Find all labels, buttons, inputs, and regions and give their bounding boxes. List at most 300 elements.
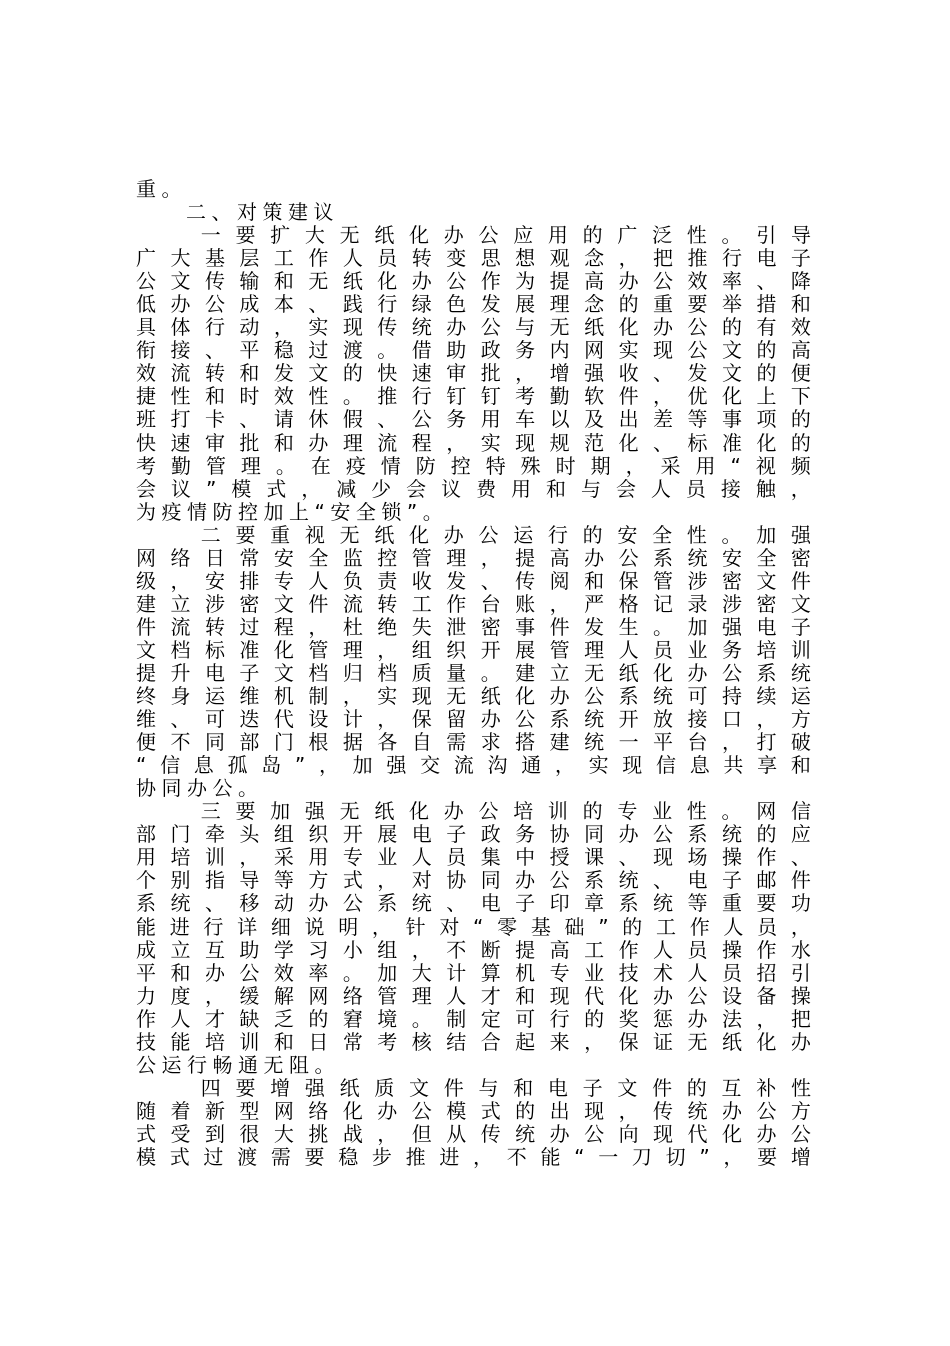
- text-char: 办: [653, 316, 674, 340]
- text-char: 功: [790, 892, 811, 916]
- text-char: 。: [422, 500, 443, 524]
- text-line: [136, 777, 811, 800]
- text-char: 化: [377, 270, 398, 294]
- text-char: 平: [239, 339, 260, 363]
- text-char: 化: [653, 661, 674, 685]
- text-char: 疫: [345, 454, 366, 478]
- text-char: 与: [478, 1076, 499, 1100]
- text-char: 代: [687, 1122, 708, 1146]
- text-char: 传: [515, 569, 536, 593]
- text-char: 、: [653, 869, 674, 893]
- text-char: 稳: [338, 1145, 359, 1169]
- text-char: 本: [273, 293, 294, 317]
- text-char: 全: [652, 523, 673, 547]
- text-char: 台: [687, 731, 708, 755]
- text-char: 念: [584, 293, 605, 317]
- text-char: 接: [720, 477, 741, 501]
- text-char: 与: [580, 477, 601, 501]
- text-char: 互: [721, 1076, 742, 1100]
- text-char: 子: [721, 869, 742, 893]
- text-char: 和: [790, 293, 811, 317]
- text-char: 人: [170, 1007, 191, 1031]
- text-char: 性: [308, 385, 329, 409]
- text-char: 结: [446, 1030, 467, 1054]
- text-char: 时: [239, 385, 260, 409]
- text-char: ，: [618, 1099, 639, 1123]
- paragraph-indent: [136, 224, 186, 247]
- text-char: 移: [239, 892, 260, 916]
- text-char: 举: [721, 293, 742, 317]
- text-char: 办: [377, 1099, 398, 1123]
- text-char: ，: [790, 915, 811, 939]
- text-char: 培: [756, 638, 777, 662]
- text-char: 作: [308, 247, 329, 271]
- text-char: 纸: [374, 523, 395, 547]
- text-char: ，: [618, 247, 639, 271]
- text-char: 用: [308, 846, 329, 870]
- text-char: 要: [235, 1076, 256, 1100]
- text-char: 策: [262, 201, 283, 225]
- text-char: 业: [687, 638, 708, 662]
- text-char: 人: [723, 915, 744, 939]
- text-char: 进: [169, 915, 190, 939]
- text-char: 组: [411, 638, 432, 662]
- text-char: 细: [270, 915, 291, 939]
- text-char: 高: [584, 270, 605, 294]
- text-char: 和: [273, 431, 294, 455]
- text-char: 立: [549, 661, 570, 685]
- text-char: 安: [204, 569, 225, 593]
- text-char: 负: [342, 569, 363, 593]
- text-char: 有: [756, 316, 777, 340]
- text-char: 式: [136, 1122, 156, 1146]
- text-char: 传: [377, 316, 398, 340]
- text-char: 电: [756, 247, 777, 271]
- text-char: 泛: [652, 224, 673, 248]
- text-char: 能: [540, 1145, 561, 1169]
- text-char: 性: [790, 1076, 811, 1100]
- text-char: 性: [686, 523, 707, 547]
- paragraph-indent: [136, 201, 186, 224]
- text-char: 。: [238, 777, 258, 801]
- text-char: 办: [446, 316, 467, 340]
- text-char: 部: [136, 823, 156, 847]
- text-char: 人: [650, 477, 671, 501]
- text-char: 培: [204, 1030, 225, 1054]
- text-char: 办: [308, 892, 329, 916]
- text-char: 化: [273, 638, 294, 662]
- text-char: 把: [790, 1007, 811, 1031]
- text-char: 车: [515, 408, 536, 432]
- text-char: 。: [377, 339, 398, 363]
- text-char: 大: [170, 247, 191, 271]
- text-char: 视: [304, 523, 325, 547]
- text-char: 技: [618, 961, 639, 985]
- text-char: 高: [549, 546, 570, 570]
- text-char: 、: [211, 201, 232, 225]
- text-char: 勤: [549, 385, 570, 409]
- text-char: 全: [355, 500, 376, 524]
- text-char: 证: [653, 1030, 674, 1054]
- text-char: ，: [239, 846, 260, 870]
- text-char: 提: [515, 546, 536, 570]
- text-char: 步: [371, 1145, 392, 1169]
- text-char: 现: [515, 431, 536, 455]
- text-char: 统: [618, 869, 639, 893]
- text-char: 应: [513, 224, 534, 248]
- text-line: [136, 478, 811, 501]
- text-char: 实: [588, 754, 609, 778]
- text-char: 会: [136, 477, 156, 501]
- text-char: 快: [377, 362, 398, 386]
- text-char: 文: [756, 569, 777, 593]
- text-char: 无: [263, 1053, 284, 1077]
- text-char: 统: [721, 823, 742, 847]
- text-char: 基: [204, 247, 225, 271]
- text-char: 、: [204, 892, 225, 916]
- text-char: 休: [308, 408, 329, 432]
- text-char: 。: [161, 178, 182, 201]
- text-char: 子: [582, 1076, 603, 1100]
- text-char: 能: [170, 1030, 191, 1054]
- text-char: 理: [342, 431, 363, 455]
- text-char: 变: [446, 247, 467, 271]
- text-char: 排: [239, 569, 260, 593]
- text-char: 设: [721, 984, 742, 1008]
- text-char: 课: [584, 846, 605, 870]
- text-char: 办: [443, 224, 464, 248]
- text-char: 和: [239, 362, 260, 386]
- text-char: 推: [405, 1145, 426, 1169]
- text-char: 化: [409, 224, 430, 248]
- text-char: 收: [618, 362, 639, 386]
- text-char: 质: [374, 1076, 395, 1100]
- text-char: 触: [755, 477, 776, 501]
- text-char: 加: [263, 500, 284, 524]
- text-char: 人: [618, 638, 639, 662]
- text-char: 归: [342, 661, 363, 685]
- text-char: 员: [721, 961, 742, 985]
- text-char: 日: [308, 1030, 329, 1054]
- text-char: 。: [721, 224, 742, 248]
- text-char: 组: [377, 938, 398, 962]
- text-char: 起: [515, 1030, 536, 1054]
- text-char: 缓: [239, 984, 260, 1008]
- text-char: 、: [653, 431, 674, 455]
- text-char: 放: [653, 708, 674, 732]
- text-char: 。: [411, 1007, 432, 1031]
- text-char: 要: [304, 1145, 325, 1169]
- text-char: 作: [618, 938, 639, 962]
- text-char: 训: [204, 846, 225, 870]
- text-char: 效: [273, 961, 294, 985]
- text-char: 推: [687, 247, 708, 271]
- text-char: 输: [239, 270, 260, 294]
- text-char: 的: [582, 224, 603, 248]
- text-char: 电: [480, 892, 501, 916]
- text-char: 强: [721, 615, 742, 639]
- text-char: 件: [618, 385, 639, 409]
- text-char: 程: [273, 615, 294, 639]
- text-char: 、: [377, 408, 398, 432]
- text-char: ，: [756, 708, 777, 732]
- text-char: 留: [446, 708, 467, 732]
- text-char: 文: [170, 270, 191, 294]
- text-char: 随: [136, 1099, 156, 1123]
- text-char: 办: [515, 869, 536, 893]
- text-char: 公: [618, 546, 639, 570]
- text-char: 补: [756, 1076, 777, 1100]
- text-char: 机: [515, 961, 536, 985]
- text-char: 统: [170, 892, 191, 916]
- text-char: 办: [549, 685, 570, 709]
- text-char: 小: [342, 938, 363, 962]
- text-char: ”: [699, 1145, 710, 1169]
- text-char: 文: [721, 339, 742, 363]
- text-char: 计: [342, 708, 363, 732]
- text-char: 协: [136, 777, 156, 801]
- text-char: 系: [136, 892, 156, 916]
- text-char: 加: [756, 523, 777, 547]
- text-char: 件: [443, 1076, 464, 1100]
- text-char: 率: [308, 961, 329, 985]
- text-char: 性: [170, 385, 191, 409]
- text-char: 的: [582, 523, 603, 547]
- text-char: 可: [204, 708, 225, 732]
- text-char: 强: [790, 523, 811, 547]
- text-char: 部: [239, 731, 260, 755]
- text-char: 情: [187, 500, 207, 524]
- text-char: 出: [618, 408, 639, 432]
- text-char: 保: [411, 708, 432, 732]
- text-char: ，: [377, 869, 398, 893]
- text-char: 效: [136, 362, 156, 386]
- text-char: 增: [549, 362, 570, 386]
- text-char: 系: [618, 685, 639, 709]
- text-char: 引: [756, 224, 777, 248]
- text-char: 无: [339, 224, 360, 248]
- text-char: 特: [485, 454, 506, 478]
- text-char: 统: [411, 316, 432, 340]
- text-char: 无: [549, 316, 570, 340]
- text-char: 作: [689, 915, 710, 939]
- text-char: 勤: [170, 454, 191, 478]
- text-char: 、: [653, 362, 674, 386]
- text-char: 新: [204, 1099, 225, 1123]
- text-char: 采: [273, 846, 294, 870]
- text-char: 员: [446, 846, 467, 870]
- text-char: ，: [377, 1122, 398, 1146]
- text-char: 公: [756, 1099, 777, 1123]
- text-char: 织: [446, 638, 467, 662]
- text-char: 络: [342, 984, 363, 1008]
- text-char: 加: [687, 615, 708, 639]
- text-char: 为: [515, 270, 536, 294]
- text-char: 公: [584, 685, 605, 709]
- text-char: 、: [239, 408, 260, 432]
- text-char: 用: [547, 224, 568, 248]
- text-char: 、: [204, 339, 225, 363]
- text-char: 现: [584, 1099, 605, 1123]
- text-char: 与: [515, 316, 536, 340]
- text-char: 化: [721, 385, 742, 409]
- text-char: 享: [757, 754, 778, 778]
- text-char: 中: [515, 846, 536, 870]
- text-char: 网: [584, 339, 605, 363]
- text-char: 办: [170, 293, 191, 317]
- text-char: 务: [446, 408, 467, 432]
- text-line: [136, 201, 811, 224]
- text-char: 便: [136, 731, 156, 755]
- text-char: 强: [584, 362, 605, 386]
- text-char: 等: [273, 869, 294, 893]
- text-char: 升: [170, 661, 191, 685]
- text-char: 方: [790, 708, 811, 732]
- text-char: 等: [687, 408, 708, 432]
- text-char: 密: [790, 546, 811, 570]
- text-char: 化: [756, 1030, 777, 1054]
- text-char: 假: [342, 408, 363, 432]
- text-line: [136, 616, 811, 639]
- text-char: 统: [653, 685, 674, 709]
- text-char: 务: [721, 638, 742, 662]
- text-char: ，: [480, 546, 501, 570]
- text-char: 事: [515, 615, 536, 639]
- text-char: 审: [204, 431, 225, 455]
- paragraph-indent: [136, 800, 186, 823]
- text-char: 统: [411, 892, 432, 916]
- text-char: 的: [584, 1007, 605, 1031]
- text-char: 缺: [239, 1007, 260, 1031]
- text-line: [136, 455, 811, 478]
- text-line: [136, 270, 811, 293]
- text-char: 管: [205, 454, 226, 478]
- text-char: 统: [584, 708, 605, 732]
- text-char: 纸: [339, 1076, 360, 1100]
- text-char: 集: [480, 846, 501, 870]
- text-char: 操: [790, 984, 811, 1008]
- text-char: 系: [377, 892, 398, 916]
- text-char: 自: [411, 731, 432, 755]
- text-char: 视: [755, 454, 776, 478]
- text-char: 考: [377, 1030, 398, 1054]
- text-line: [136, 432, 811, 455]
- text-char: 无: [584, 661, 605, 685]
- text-char: 监: [342, 546, 363, 570]
- text-char: 办: [618, 823, 639, 847]
- text-char: 绿: [411, 293, 432, 317]
- text-line: [136, 639, 811, 662]
- text-char: 能: [136, 915, 156, 939]
- text-line: [136, 892, 811, 915]
- text-char: ，: [653, 385, 674, 409]
- text-char: ，: [584, 1030, 605, 1054]
- text-line: [136, 708, 811, 731]
- text-char: 现: [653, 1122, 674, 1146]
- text-char: 业: [377, 846, 398, 870]
- text-char: 织: [308, 823, 329, 847]
- text-char: 高: [790, 339, 811, 363]
- text-char: 现: [622, 754, 643, 778]
- text-char: 和: [170, 961, 191, 985]
- text-char: 质: [411, 661, 432, 685]
- text-char: 网: [273, 1099, 294, 1123]
- text-char: 考: [136, 454, 156, 478]
- text-char: 进: [439, 1145, 460, 1169]
- text-char: 公: [549, 869, 570, 893]
- text-char: 准: [721, 431, 742, 455]
- text-line: [136, 224, 811, 247]
- text-char: 渡: [342, 339, 363, 363]
- text-char: 实: [377, 685, 398, 709]
- text-char: 子: [515, 892, 536, 916]
- text-char: 密: [239, 592, 260, 616]
- text-char: ，: [515, 362, 536, 386]
- text-char: 系: [584, 869, 605, 893]
- text-char: 助: [239, 938, 260, 962]
- text-char: 三: [200, 800, 221, 824]
- text-char: 子: [446, 823, 467, 847]
- text-char: 训: [239, 1030, 260, 1054]
- text-char: 电: [687, 869, 708, 893]
- text-char: 现: [653, 846, 674, 870]
- text-char: 具: [136, 316, 156, 340]
- text-char: 对: [237, 201, 257, 225]
- text-char: 础: [564, 915, 585, 939]
- text-char: 立: [170, 938, 191, 962]
- text-char: 电: [204, 661, 225, 685]
- text-char: 信: [656, 754, 676, 778]
- text-char: 标: [687, 431, 708, 455]
- text-char: ”: [205, 477, 217, 501]
- text-char: 公: [212, 777, 233, 801]
- text-char: 度: [170, 984, 191, 1008]
- text-char: 班: [136, 408, 156, 432]
- text-char: ，: [549, 592, 570, 616]
- text-char: 展: [515, 638, 536, 662]
- text-char: 防: [415, 454, 436, 478]
- text-char: 息: [689, 754, 710, 778]
- text-char: 少: [371, 477, 392, 501]
- text-char: ，: [318, 754, 339, 778]
- text-char: 纸: [342, 270, 363, 294]
- text-char: 公: [687, 316, 708, 340]
- text-char: 办: [443, 800, 464, 824]
- text-char: 人: [687, 961, 708, 985]
- text-char: 切: [665, 1145, 686, 1169]
- text-char: 办: [411, 270, 432, 294]
- text-char: 习: [308, 938, 329, 962]
- text-char: 台: [480, 592, 501, 616]
- text-char: 疫: [161, 500, 182, 524]
- text-char: 沟: [487, 754, 508, 778]
- text-char: 政: [480, 339, 501, 363]
- text-char: 才: [204, 1007, 225, 1031]
- text-char: 刀: [631, 1145, 652, 1169]
- text-char: 的: [582, 800, 603, 824]
- text-char: 但: [411, 1122, 432, 1146]
- text-char: 专: [549, 961, 570, 985]
- text-char: 说: [304, 915, 325, 939]
- text-line: [136, 1077, 811, 1100]
- text-char: ，: [446, 431, 467, 455]
- text-char: 着: [170, 1099, 191, 1123]
- text-char: 增: [270, 1076, 291, 1100]
- text-char: 流: [342, 592, 363, 616]
- text-char: 全: [308, 546, 329, 570]
- text-char: 强: [304, 1076, 325, 1100]
- text-char: 时: [555, 454, 576, 478]
